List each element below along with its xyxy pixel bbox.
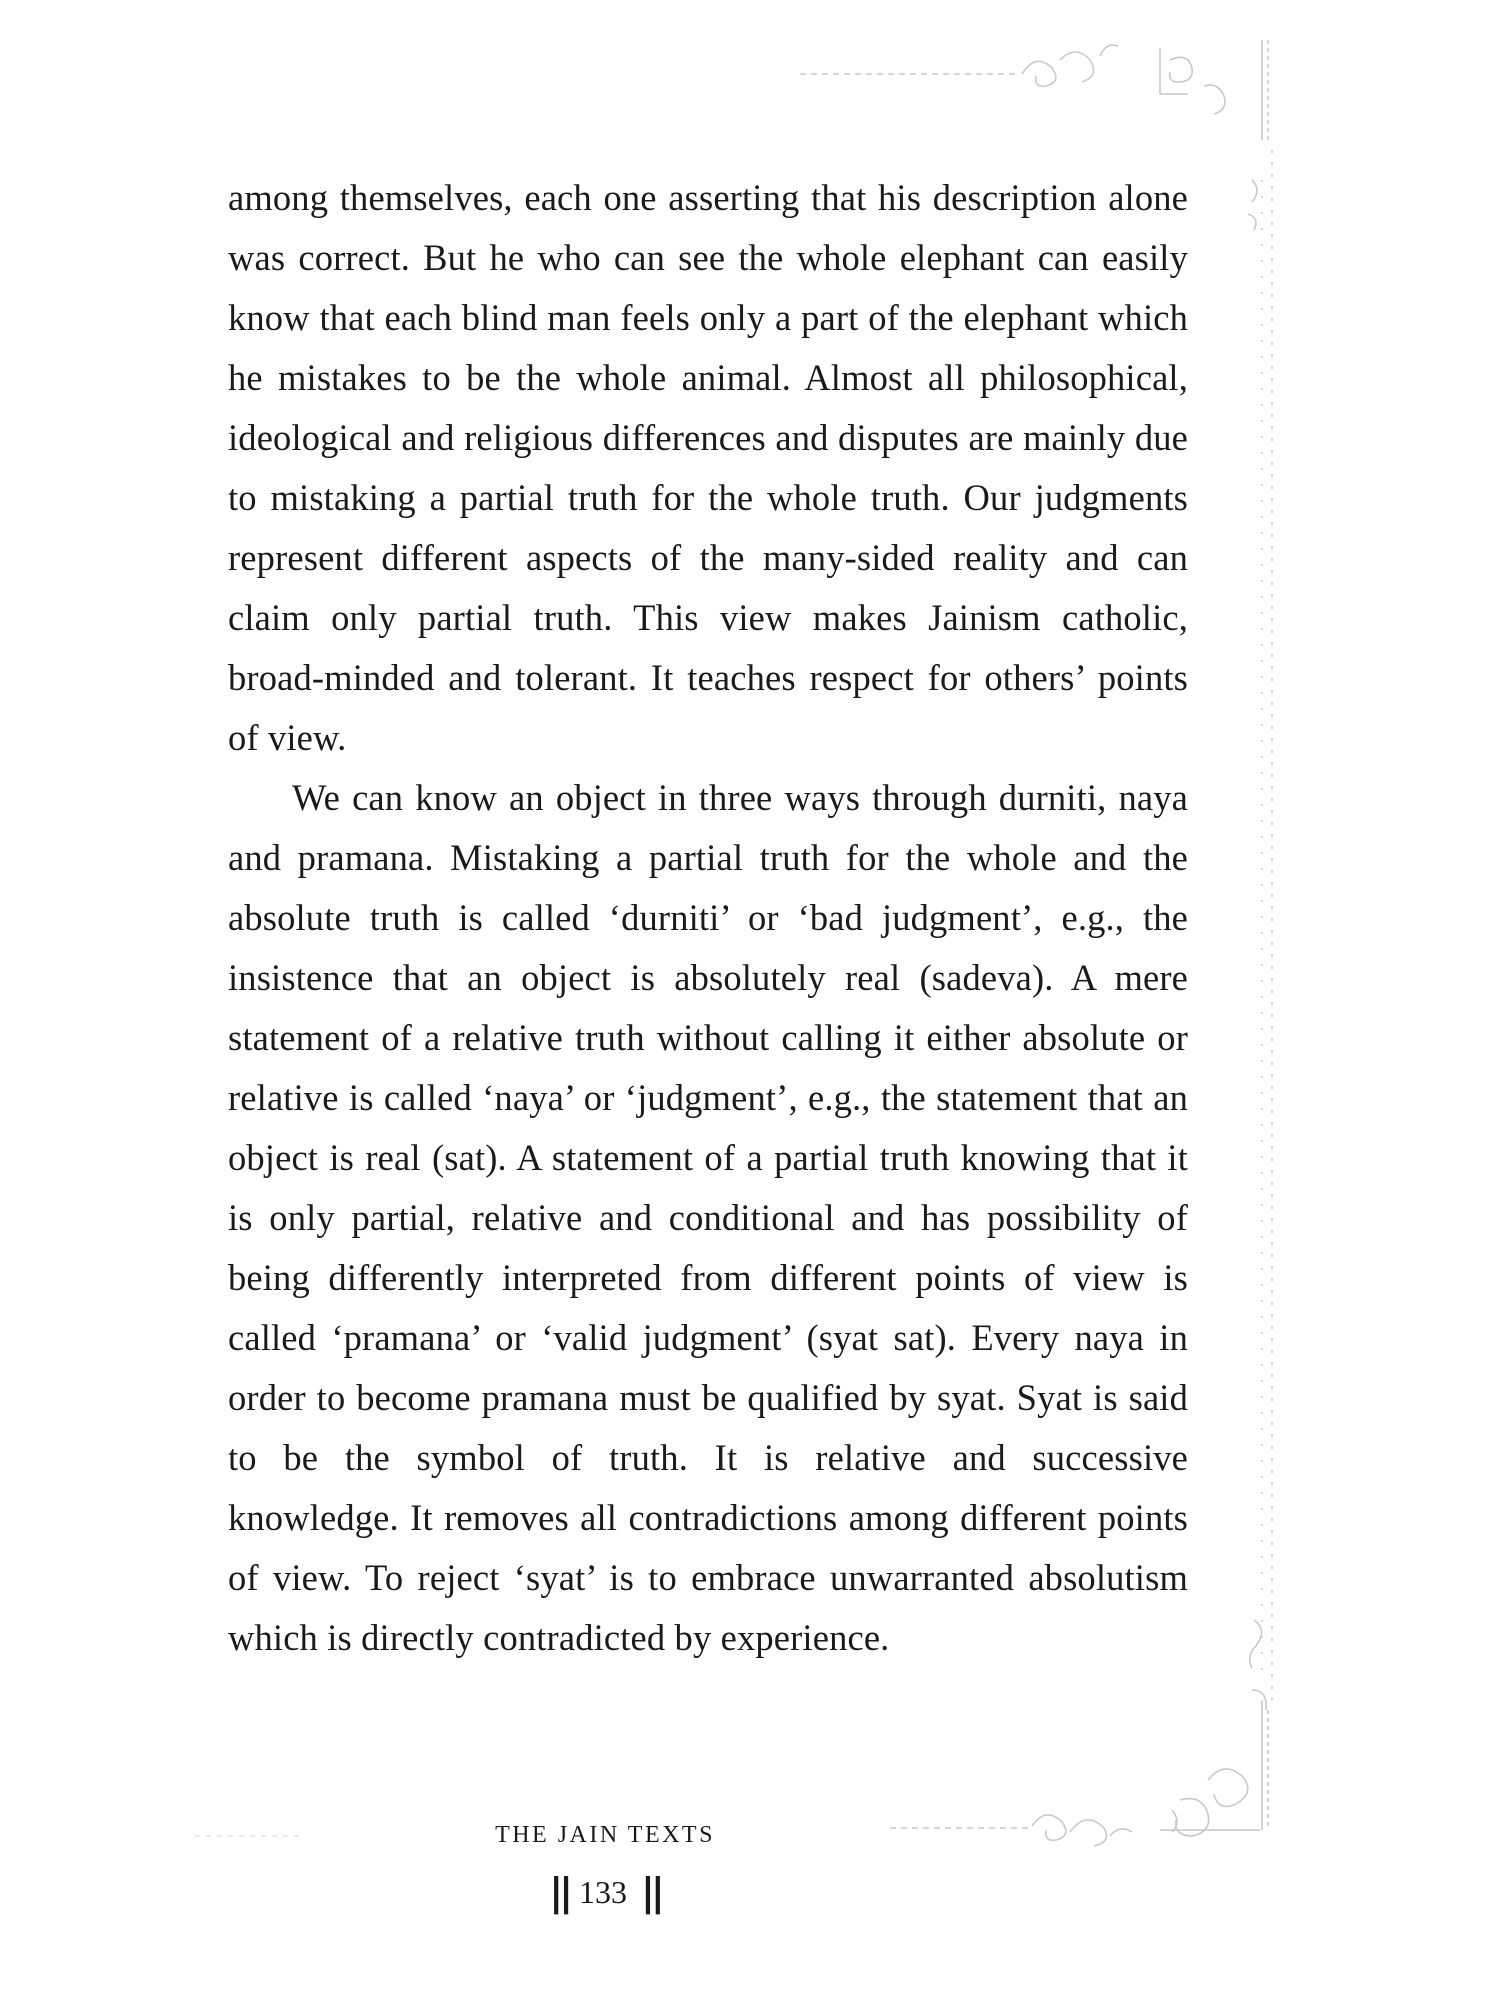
page-marker-right: || [641, 1870, 661, 1914]
page-marker-left: || [549, 1870, 569, 1914]
running-footer-title: THE JAIN TEXTS [495, 1822, 715, 1848]
body-text [228, 168, 1188, 1668]
paragraph: We can know an object in three ways through durniti, naya and pramana. Mistaking a partial truth for the whole and the absolute truth is called ‘durniti’ or ‘bad judgment’, e.g., the insistence that an object is absolutely real (sadeva). A mere statement of a relative truth without calling it either absolute or relative is called ‘naya’ or ‘judgment’, e.g., the statement that an object is real (sat). A statement of a partial truth knowing that it is only partial, relative and conditional and has possibility of being differently interpreted from different points of view is called ‘pramana’ or ‘valid judgment’ (syat sat). Every naya in order to become pramana must be qualified by syat. Syat is said to be the symbol of truth. It is relative and successive knowledge. It removes all contradictions among different points of view. To reject ‘syat’ is to embrace unwarranted absolutism which is directly contradicted by experience. [228, 777, 1188, 1658]
paragraph: among themselves, each one asserting that his description alone was correct. But he who can see the whole elephant can easily know that each blind man feels only a part of the elephant which he mistakes to be the whole animal. Almost all philosophical, ideological and religious differences and disputes are mainly due to mistaking a partial truth for the whole truth. Our judgments represent different aspects of the many-sided reality and can claim only partial truth. This view makes Jainism catholic, broad-minded and tolerant. It teaches respect for others’ points of view. [228, 177, 1188, 758]
page-number: 133 [579, 1874, 627, 1910]
page-number-footer [0, 1870, 1210, 1914]
